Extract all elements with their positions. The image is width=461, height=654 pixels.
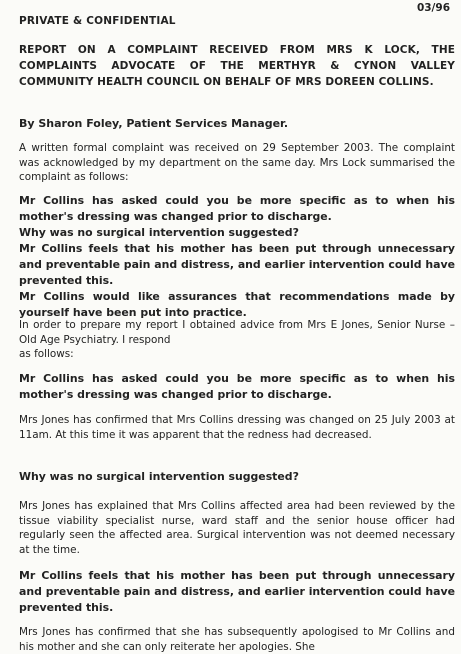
section-question: Mr Collins feels that his mother has been put through unnecessary and preventable pain and distress, and earlier intervention could have prevented this.: [19, 569, 455, 614]
section-answer: Mrs Jones has confirmed that she has subsequently apologised to Mr Collins and his mother and she can only reiterate her apologies. She: [19, 626, 455, 653]
report-author: By Sharon Foley, Patient Services Manager.: [19, 117, 289, 130]
section-question: Why was no surgical intervention suggested?: [19, 470, 299, 483]
complaint-summary: [19, 193, 455, 321]
intro-paragraph: A written formal complaint was received on 29 September 2003. The complaint was acknowledged by my department on the same day. Mrs Lock summarised the complaint as follows:: [19, 142, 455, 183]
reference-number: 03/96: [416, 2, 450, 14]
confidential-heading: PRIVATE & CONFIDENTIAL: [19, 15, 176, 27]
section-answer: Mrs Jones has explained that Mrs Collins affected area had been reviewed by the tissue viability specialist nurse, ward staff and the senior house officer had regularly seen the affected area. Surgical intervention was not deemed necessary at the time.: [19, 500, 455, 556]
summary-item: Why was no surgical intervention suggested?: [19, 226, 299, 239]
advice-paragraph: In order to prepare my report I obtained advice from Mrs E Jones, Senior Nurse – Old Age Psychiatry. I respond as follows:: [19, 319, 455, 360]
section-answer: Mrs Jones has confirmed that Mrs Collins dressing was changed on 25 July 2003 at 11am. At this time it was apparent that the redness had decreased.: [19, 414, 455, 441]
summary-item: Mr Collins has asked could you be more specific as to when his mother's dressing was changed prior to discharge.: [19, 194, 455, 223]
summary-item: Mr Collins feels that his mother has been put through unnecessary and preventable pain and distress, and earlier intervention could have prevented this.: [19, 242, 455, 287]
report-title: REPORT ON A COMPLAINT RECEIVED FROM MRS K LOCK, THE COMPLAINTS ADVOCATE OF THE MERTHYR & CYNON VALLEY COMMUNITY HEALTH COUNCIL ON BEHALF OF MRS DOREEN COLLINS.: [19, 44, 455, 88]
section-question: Mr Collins has asked could you be more specific as to when his mother's dressing was changed prior to discharge.: [19, 372, 455, 401]
summary-item: Mr Collins would like assurances that recommendations made by yourself have been put into practice.: [19, 290, 455, 319]
